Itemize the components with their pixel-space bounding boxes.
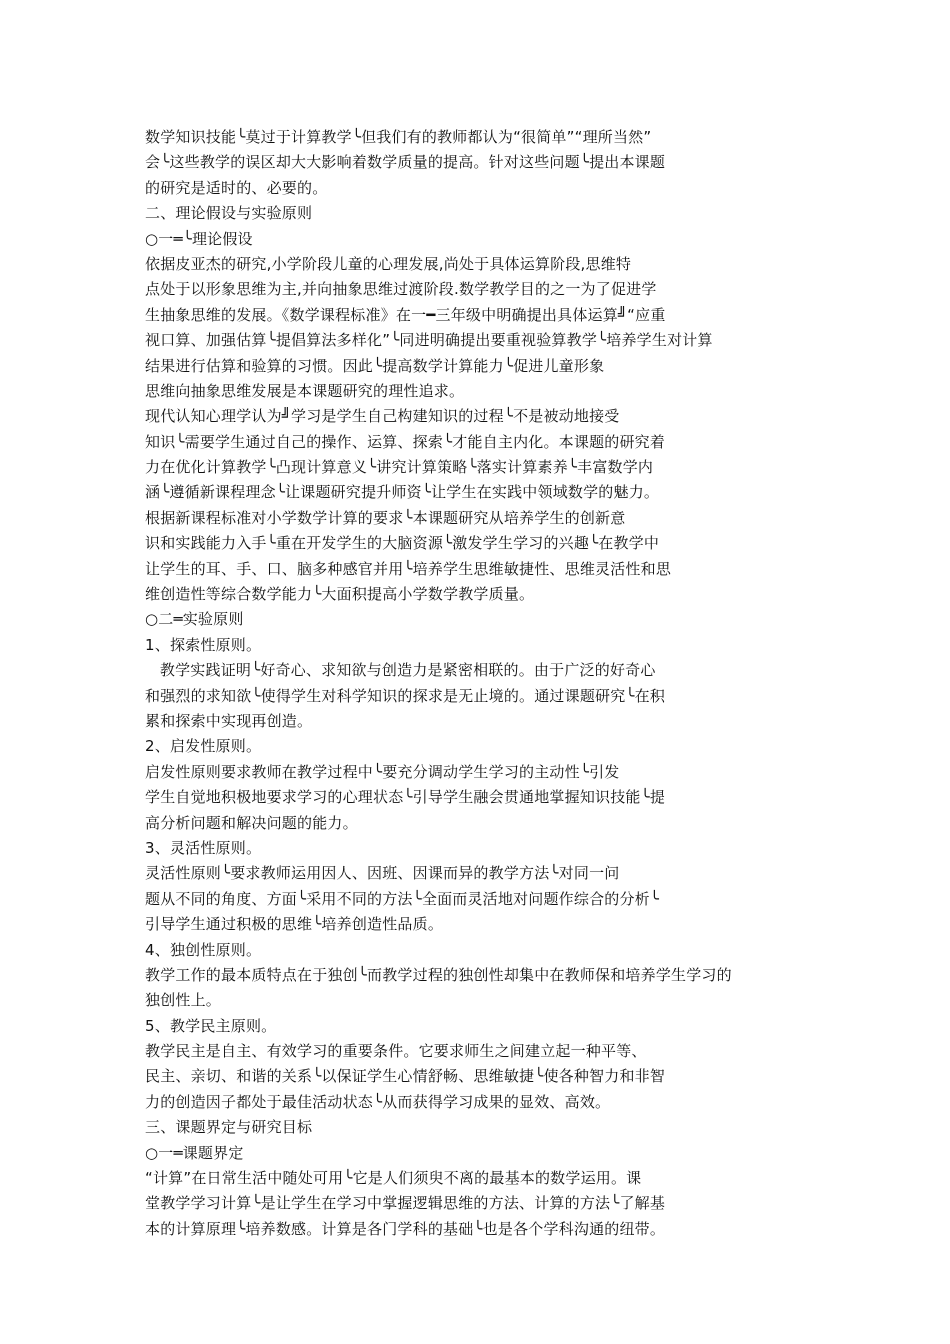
principle-heading: 5、教学民主原则。	[145, 1016, 277, 1035]
principle-heading: 3、灵活性原则。	[145, 838, 262, 857]
text-line: 知识╰需要学生通过自己的操作、运算、探索╰才能自主内化。本课题的研究着	[145, 432, 666, 451]
subsection-heading: ○一═╰理论假设	[145, 229, 253, 248]
text-line: 的研究是适时的、必要的。	[145, 178, 328, 197]
subsection-heading: ○二═实验原则	[145, 610, 244, 629]
text-line: 依据皮亚杰的研究,小学阶段儿童的心理发展,尚处于具体运算阶段,思维特	[145, 254, 632, 273]
text-line: 现代认知心理学认为╝学习是学生自己构建知识的过程╰不是被动地接受	[145, 407, 620, 426]
text-line: 数学知识技能╰莫过于计算教学╰但我们有的教师都认为“很简单”“理所当然”	[145, 128, 652, 146]
text-line: 题从不同的角度、方面╰采用不同的方法╰全面而灵活地对问题作综合的分析╰	[145, 889, 660, 908]
text-line: 堂教学学习计算╰是让学生在学习中掌握逻辑思维的方法、计算的方法╰了解基	[145, 1194, 666, 1213]
text-line: 教学实践证明╰好奇心、求知欲与创造力是紧密相联的。由于广泛的好奇心	[145, 661, 656, 680]
text-line: 维创造性等综合数学能力╰大面积提高小学数学教学质量。	[145, 585, 535, 604]
text-line: 累和探索中实现再创造。	[145, 711, 313, 730]
text-line: 高分析问题和解决问题的能力。	[145, 813, 358, 832]
section-heading: 三、课题界定与研究目标	[145, 1118, 313, 1137]
text-line: 视口算、加强估算╰提倡算法多样化”╰同进明确提出要重视验算教学╰培养学生对计算	[145, 331, 713, 350]
text-line: 学生自觉地积极地要求学习的心理状态╰引导学生融会贯通地掌握知识技能╰提	[145, 788, 666, 807]
text-line: 根据新课程标准对小学数学计算的要求╰本课题研究从培养学生的创新意	[145, 508, 626, 527]
text-line: 会╰这些教学的误区却大大影响着数学质量的提高。针对这些问题╰提出本课题	[145, 153, 666, 172]
text-line: 灵活性原则╰要求教师运用因人、因班、因课而异的教学方法╰对同一问	[145, 864, 620, 883]
text-line: 识和实践能力入手╰重在开发学生的大脑资源╰激发学生学习的兴趣╰在教学中	[145, 534, 660, 553]
text-line: 点处于以形象思维为主,并向抽象思维过渡阶段.数学教学目的之一为了促进学	[145, 280, 657, 299]
text-line: 引导学生通过积极的思维╰培养创造性品质。	[145, 915, 444, 934]
text-line: 力在优化计算教学╰凸现计算意义╰讲究计算策略╰落实计算素养╰丰富数学内	[145, 458, 654, 477]
text-line: 思维向抽象思维发展是本课题研究的理性追求。	[145, 381, 465, 400]
text-line: 生抽象思维的发展。《数学课程标准》在一━三年级中明确提出具体运算╝“应重	[145, 305, 666, 324]
text-line: 让学生的耳、手、口、脑多种感官并用╰培养学生思维敏捷性、思维灵活性和思	[145, 559, 672, 578]
text-line: 本的计算原理╰培养数感。计算是各门学科的基础╰也是各个学科沟通的纽带。	[145, 1219, 666, 1238]
text-line: 和强烈的求知欲╰使得学生对科学知识的探求是无止境的。通过课题研究╰在积	[145, 686, 666, 705]
text-line: 教学工作的最本质特点在于独创╰而教学过程的独创性却集中在教师保和培养学生学习的	[145, 965, 732, 984]
principle-heading: 1、探索性原则。	[145, 635, 262, 654]
text-line: 启发性原则要求教师在教学过程中╰要充分调动学生学习的主动性╰引发	[145, 762, 620, 781]
subsection-heading: ○一═课题界定	[145, 1143, 244, 1162]
text-line: 教学民主是自主、有效学习的重要条件。它要求师生之间建立起一种平等、	[145, 1042, 647, 1061]
text-line: 力的创造因子都处于最佳活动状态╰从而获得学习成果的显效、高效。	[145, 1092, 611, 1111]
text-line: 独创性上。	[145, 991, 222, 1010]
document-body	[145, 125, 845, 1242]
text-line: 民主、亲切、和谐的关系╰以保证学生心情舒畅、思维敏捷╰使各种智力和非智	[145, 1067, 666, 1086]
text-line: 结果进行估算和验算的习惯。因此╰提高数学计算能力╰促进儿童形象	[145, 356, 605, 375]
principle-heading: 4、独创性原则。	[145, 940, 262, 959]
text-line: “计算”在日常生活中随处可用╰它是人们须臾不离的最基本的数学运用。课	[145, 1169, 642, 1188]
principle-heading: 2、启发性原则。	[145, 737, 262, 756]
text-line: 涵╰遵循新课程理念╰让课题研究提升师资╰让学生在实践中领域数学的魅力。	[145, 483, 660, 502]
section-heading: 二、理论假设与实验原则	[145, 204, 313, 223]
